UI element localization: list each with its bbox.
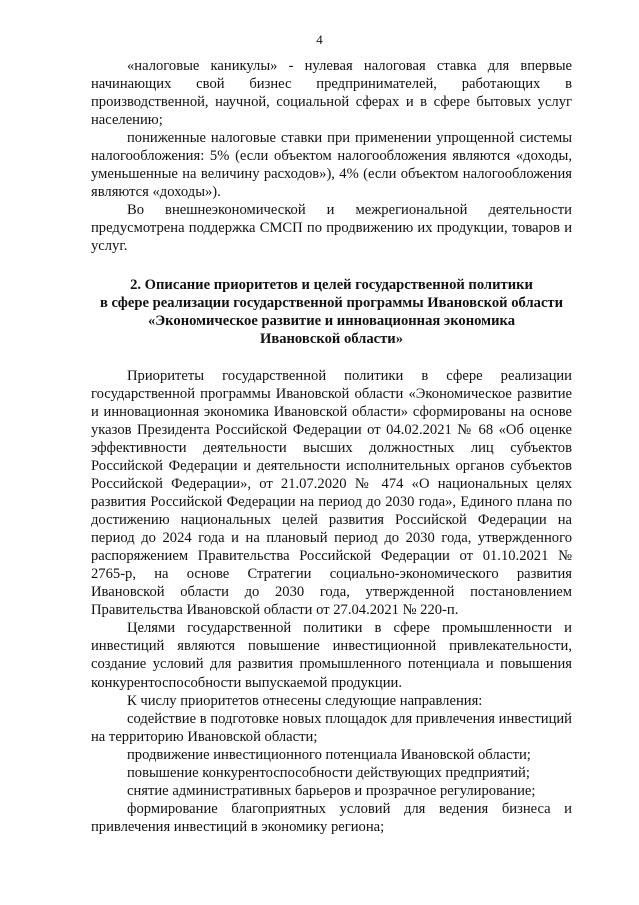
list-item-business-conditions: формирование благоприятных условий для ведения бизнеса и привлечения инвестиций в экономику региона; [91, 800, 572, 835]
section-heading-line-4: Ивановской области» [259, 330, 404, 347]
document-body [91, 57, 572, 836]
paragraph-reduced-rates: пониженные налоговые ставки при применении упрощенной системы налогообложения: 5% (если объектом налогообложения являются «доходы, уменьшенные на величину расходов»), 4% (если объектом налогообложения являются «доходы»). [91, 130, 572, 201]
section-heading-line-2: в сфере реализации государственной программы Ивановской области [99, 294, 563, 311]
section-heading [91, 276, 572, 348]
section-heading-line-3: «Экономическое развитие и инновационная экономика [147, 312, 515, 329]
section-heading-line-1: 2. Описание приоритетов и целей государственной политики [130, 276, 533, 293]
page-number: 4 [316, 32, 323, 47]
paragraph-policy-goals: Целями государственной политики в сфере промышленности и инвестиций являются повышение инвестиционной привлекательности, создание условий для развития промышленного потенциала и повышения конкурентоспособности выпускаемой продукции. [91, 620, 572, 691]
list-item-investment-promotion: продвижение инвестиционного потенциала Ивановской области; [127, 746, 531, 763]
paragraph-tax-holidays: «налоговые каникулы» - нулевая налоговая ставка для впервые начинающих свой бизнес предпринимателей, работающих в производственной, научной, социальной сферах и в сфере бытовых услуг населению; [91, 58, 572, 129]
list-item-new-sites: содействие в подготовке новых площадок для привлечения инвестиций на территорию Ивановской области; [91, 710, 572, 745]
paragraph-priority-list-intro: К числу приоритетов отнесены следующие направления: [127, 692, 483, 709]
paragraph-foreign-trade-support: Во внешнеэкономической и межрегиональной деятельности предусмотрена поддержка СМСП по продвижению их продукции, товаров и услуг. [91, 202, 572, 255]
list-item-competitiveness: повышение конкурентоспособности действующих предприятий; [127, 764, 530, 781]
list-item-administrative-barriers: снятие административных барьеров и прозрачное регулирование; [127, 782, 536, 799]
paragraph-policy-priorities: Приоритеты государственной политики в сфере реализации государственной программы Ивановской области «Экономическое развитие и инновационная экономика Ивановской области» сформированы на основе указов Президента Российской Федерации от 04.02.2021 № 68 «Об оценке эффективности деятельности высших должностных лиц субъектов Российской Федерации и деятельности исполнительных органов субъектов Российской Федерации», от 21.07.2020 № 474 «О национальных целях развития Российской Федерации на период до 2030 года», Единого плана по достижению национальных целей развития Российской Федерации на период до 2024 года и на плановый период до 2030 года, утвержденного распоряжением Правительства Российской Федерации от 01.10.2021 № 2765-р, на основе Стратегии социально-экономического развития Ивановской области до 2030 года, утвержденной постановлением Правительства Ивановской области от 27.04.2021 № 220-п. [91, 367, 572, 619]
